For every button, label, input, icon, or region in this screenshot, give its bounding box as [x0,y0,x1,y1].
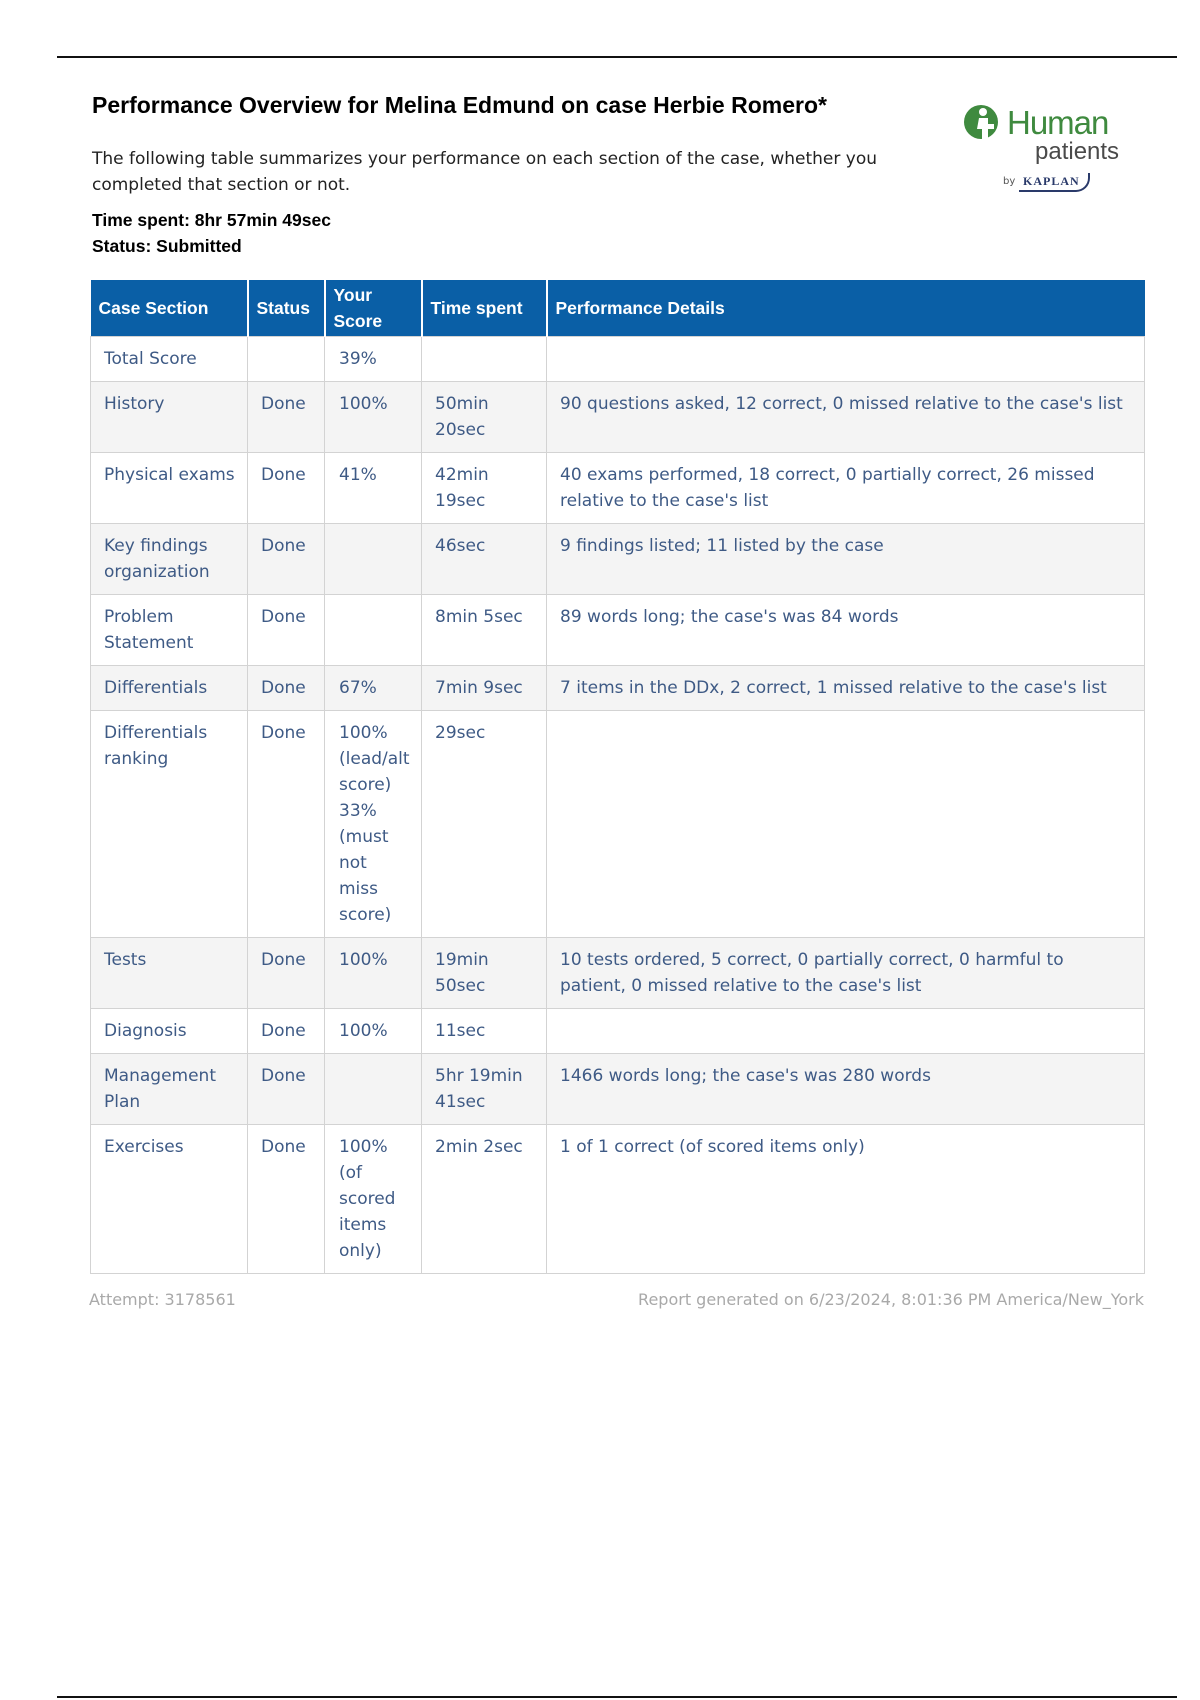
case-section-cell: Diagnosis [91,1009,248,1054]
score-cell [325,524,422,595]
score-cell: 100% (lead/alt score) 33% (must not miss score) [325,711,422,938]
table-row [91,453,1145,524]
case-section-cell: Key findings organization [91,524,248,595]
time-spent-summary: Time spent: 8hr 57min 49sec [92,210,331,230]
time-spent-cell: 42min 19sec [422,453,547,524]
score-cell: 41% [325,453,422,524]
time-spent-cell: 5hr 19min 41sec [422,1054,547,1125]
status-cell: Done [248,1054,325,1125]
case-section-cell: Physical exams [91,453,248,524]
case-section-cell: Total Score [91,337,248,382]
intro-text: The following table summarizes your performance on each section of the case, whether you completed that section or not. [92,149,877,195]
column-header: Your Score [325,280,422,337]
table-header-row [91,280,1145,337]
table-row [91,1054,1145,1125]
details-cell: 89 words long; the case's was 84 words [547,595,1145,666]
column-header: Case Section [91,280,248,337]
table-row [91,524,1145,595]
case-section-cell: Exercises [91,1125,248,1274]
table-row [91,666,1145,711]
time-spent-cell: 46sec [422,524,547,595]
attempt-id: Attempt: 3178561 [89,1290,236,1309]
details-cell: 40 exams performed, 18 correct, 0 partially correct, 26 missed relative to the case's list [547,453,1145,524]
logo-patients-text: patients [1035,138,1120,165]
details-cell: 90 questions asked, 12 correct, 0 missed relative to the case's list [547,382,1145,453]
status-cell: Done [248,524,325,595]
score-cell: 67% [325,666,422,711]
table-row [91,938,1145,1009]
score-cell [325,1054,422,1125]
score-cell: 100% (of scored items only) [325,1125,422,1274]
status-cell: Done [248,711,325,938]
time-spent-cell: 11sec [422,1009,547,1054]
details-cell: 7 items in the DDx, 2 correct, 1 missed relative to the case's list [547,666,1145,711]
table-row [91,337,1145,382]
time-spent-cell: 2min 2sec [422,1125,547,1274]
table-row [91,1125,1145,1274]
status-cell: Done [248,1009,325,1054]
case-section-cell: Management Plan [91,1054,248,1125]
logo-kaplan-text: KAPLAN [1019,173,1090,192]
human-patients-logo [963,100,1133,200]
time-spent-cell [422,337,547,382]
details-cell [547,1009,1145,1054]
status-cell: Done [248,453,325,524]
status-cell: Done [248,666,325,711]
score-cell [325,595,422,666]
top-rule [57,56,1177,58]
case-section-cell: Differentials [91,666,248,711]
status-summary: Status: Submitted [92,236,242,256]
table-row [91,1009,1145,1054]
time-spent-cell: 29sec [422,711,547,938]
bottom-rule [57,1696,1177,1698]
time-spent-cell: 8min 5sec [422,595,547,666]
logo-human-text: Human [1007,104,1109,141]
score-cell: 39% [325,337,422,382]
page-title: Performance Overview for Melina Edmund on case Herbie Romero* [92,92,827,118]
report-generated-timestamp: Report generated on 6/23/2024, 8:01:36 PM America/New_York [638,1290,1144,1309]
case-section-cell: Tests [91,938,248,1009]
details-cell: 1 of 1 correct (of scored items only) [547,1125,1145,1274]
details-cell: 9 findings listed; 11 listed by the case [547,524,1145,595]
case-section-cell: History [91,382,248,453]
details-cell [547,711,1145,938]
logo-figure-icon [963,104,1007,144]
details-cell [547,337,1145,382]
performance-table [90,280,1145,1274]
column-header: Status [248,280,325,337]
logo-by-text: by [1003,176,1016,187]
case-section-cell: Problem Statement [91,595,248,666]
time-spent-cell: 50min 20sec [422,382,547,453]
column-header: Performance Details [547,280,1145,337]
time-spent-cell: 7min 9sec [422,666,547,711]
table-row [91,595,1145,666]
case-section-cell: Differentials ranking [91,711,248,938]
score-cell: 100% [325,382,422,453]
score-cell: 100% [325,938,422,1009]
table-row [91,382,1145,453]
details-cell: 1466 words long; the case's was 280 words [547,1054,1145,1125]
status-cell: Done [248,1125,325,1274]
column-header: Time spent [422,280,547,337]
status-cell: Done [248,595,325,666]
time-spent-cell: 19min 50sec [422,938,547,1009]
score-cell: 100% [325,1009,422,1054]
status-cell: Done [248,938,325,1009]
status-cell: Done [248,382,325,453]
status-cell [248,337,325,382]
details-cell: 10 tests ordered, 5 correct, 0 partially correct, 0 harmful to patient, 0 missed relative to the case's list [547,938,1145,1009]
table-row [91,711,1145,938]
